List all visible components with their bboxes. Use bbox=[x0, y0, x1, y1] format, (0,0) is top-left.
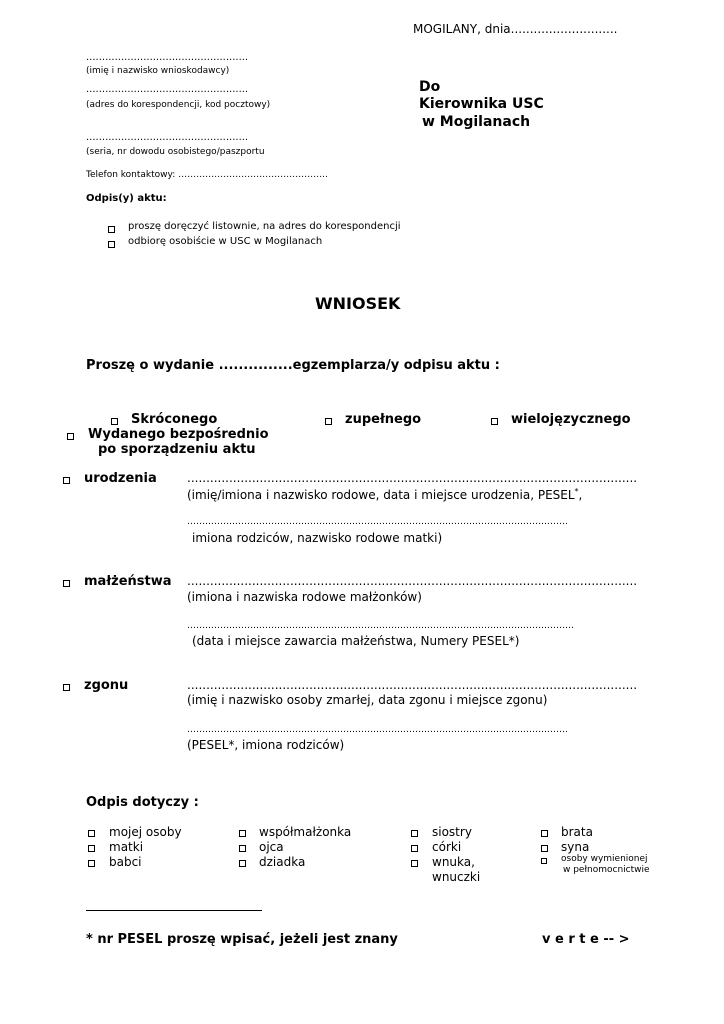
recipient-line-2: Kierownika USC bbox=[419, 96, 544, 112]
concerns-grandfather-label: dziadka bbox=[259, 855, 306, 869]
concerns-brother-label: brata bbox=[561, 825, 593, 839]
document-title: WNIOSEK bbox=[315, 294, 401, 313]
phone-field[interactable]: Telefon kontaktowy: ………………………………………….. bbox=[86, 170, 328, 180]
recipient-line-3: w Mogilanach bbox=[422, 114, 531, 130]
delivery-in-person-label: odbiorę osobiście w USC w Mogilanach bbox=[128, 236, 323, 247]
concerns-daughter-label: córki bbox=[432, 840, 462, 854]
concerns-daughter-checkbox[interactable] bbox=[411, 845, 418, 852]
marriage-line-1-caption: (imiona i nazwiska rodowe małżonków) bbox=[187, 590, 422, 604]
concerns-son-checkbox[interactable] bbox=[541, 845, 548, 852]
immediate-copy-label-1: Wydanego bezpośrednio bbox=[88, 427, 269, 442]
concerns-brother-checkbox[interactable] bbox=[541, 830, 548, 837]
multilingual-copy-checkbox[interactable] bbox=[491, 418, 498, 425]
full-copy-checkbox[interactable] bbox=[325, 418, 332, 425]
concerns-spouse-label: współmałżonka bbox=[259, 825, 352, 839]
concerns-heading: Odpis dotyczy : bbox=[86, 795, 199, 810]
death-act-checkbox[interactable] bbox=[63, 684, 70, 691]
marriage-act-checkbox[interactable] bbox=[63, 580, 70, 587]
place-date: MOGILANY, dnia............................ bbox=[413, 22, 618, 36]
multilingual-copy-label: wielojęzycznego bbox=[511, 412, 631, 427]
marriage-line-2-field[interactable]: ………………………………………………………………………………………………………………… bbox=[187, 621, 574, 631]
concerns-grandchild-checkbox[interactable] bbox=[411, 860, 418, 867]
birth-line-2-caption: imiona rodziców, nazwisko rodowe matki) bbox=[192, 531, 443, 545]
applicant-name-field[interactable]: ................................................... bbox=[86, 52, 249, 63]
shortened-copy-checkbox[interactable] bbox=[111, 418, 118, 425]
concerns-proxy-label-2: w pełnomocnictwie bbox=[563, 865, 650, 875]
address-field[interactable]: ................................................... bbox=[86, 84, 249, 95]
delivery-by-mail-label: proszę doręczyć listownie, na adres do korespondencji bbox=[128, 221, 401, 232]
death-line-2-field[interactable]: ………………………………………………………………………………………………………………. bbox=[187, 725, 568, 735]
birth-act-label: urodzenia bbox=[84, 471, 157, 486]
recipient-line-1: Do bbox=[419, 79, 441, 95]
id-document-caption: (seria, nr dowodu osobistego/paszportu bbox=[86, 147, 265, 157]
death-line-2-caption: (PESEL*, imiona rodziców) bbox=[187, 738, 345, 752]
delivery-in-person-checkbox[interactable] bbox=[108, 241, 115, 248]
death-line-1-field[interactable]: ...................................................................................................................... bbox=[187, 678, 638, 692]
address-caption: (adres do korespondencji, kod pocztowy) bbox=[86, 100, 271, 110]
delivery-heading: Odpis(y) aktu: bbox=[86, 193, 167, 204]
concerns-father-label: ojca bbox=[259, 840, 284, 854]
footnote-divider bbox=[86, 910, 262, 911]
concerns-grandmother-checkbox[interactable] bbox=[88, 860, 95, 867]
immediate-copy-checkbox[interactable] bbox=[67, 433, 74, 440]
shortened-copy-label: Skróconego bbox=[131, 412, 218, 427]
id-document-field[interactable]: ................................................... bbox=[86, 132, 249, 143]
verte-link[interactable]: v e r t e -- > bbox=[542, 932, 630, 947]
concerns-grandmother-label: babci bbox=[109, 855, 142, 869]
full-copy-label: zupełnego bbox=[345, 412, 422, 427]
concerns-spouse-checkbox[interactable] bbox=[239, 830, 246, 837]
request-line: Proszę o wydanie ...............egzemplarza/y odpisu aktu : bbox=[86, 358, 500, 373]
applicant-name-caption: (imię i nazwisko wnioskodawcy) bbox=[86, 66, 230, 76]
concerns-sister-checkbox[interactable] bbox=[411, 830, 418, 837]
birth-act-checkbox[interactable] bbox=[63, 477, 70, 484]
immediate-copy-label-2: po sporządzeniu aktu bbox=[98, 442, 256, 457]
concerns-son-label: syna bbox=[561, 840, 590, 854]
concerns-mother-checkbox[interactable] bbox=[88, 845, 95, 852]
marriage-act-label: małżeństwa bbox=[84, 574, 172, 589]
marriage-line-2-caption: (data i miejsce zawarcia małżeństwa, Numery PESEL*) bbox=[192, 634, 520, 648]
death-line-1-caption: (imię i nazwisko osoby zmarłej, data zgonu i miejsce zgonu) bbox=[187, 693, 548, 707]
birth-line-1-field[interactable]: ...................................................................................................................... bbox=[187, 471, 638, 485]
concerns-grandson-label: wnuka, bbox=[432, 855, 475, 869]
delivery-by-mail-checkbox[interactable] bbox=[108, 226, 115, 233]
concerns-sister-label: siostry bbox=[432, 825, 472, 839]
birth-line-1-caption: (imię/imiona i nazwisko rodowe, data i miejsce urodzenia, PESEL*, bbox=[187, 487, 583, 502]
death-act-label: zgonu bbox=[84, 678, 129, 693]
concerns-proxy-label-1: osoby wymienionej bbox=[561, 854, 648, 864]
birth-line-2-field[interactable]: ………………………………………………………………………………………………………………. bbox=[187, 517, 568, 527]
concerns-mother-label: matki bbox=[109, 840, 144, 854]
concerns-self-checkbox[interactable] bbox=[88, 830, 95, 837]
footnote-pesel: * nr PESEL proszę wpisać, jeżeli jest znany bbox=[86, 932, 398, 947]
concerns-grandfather-checkbox[interactable] bbox=[239, 860, 246, 867]
concerns-proxy-checkbox[interactable] bbox=[541, 858, 547, 864]
concerns-father-checkbox[interactable] bbox=[239, 845, 246, 852]
concerns-self-label: mojej osoby bbox=[109, 825, 182, 839]
marriage-line-1-field[interactable]: ...................................................................................................................... bbox=[187, 574, 638, 588]
concerns-granddaughter-label: wnuczki bbox=[432, 870, 481, 884]
